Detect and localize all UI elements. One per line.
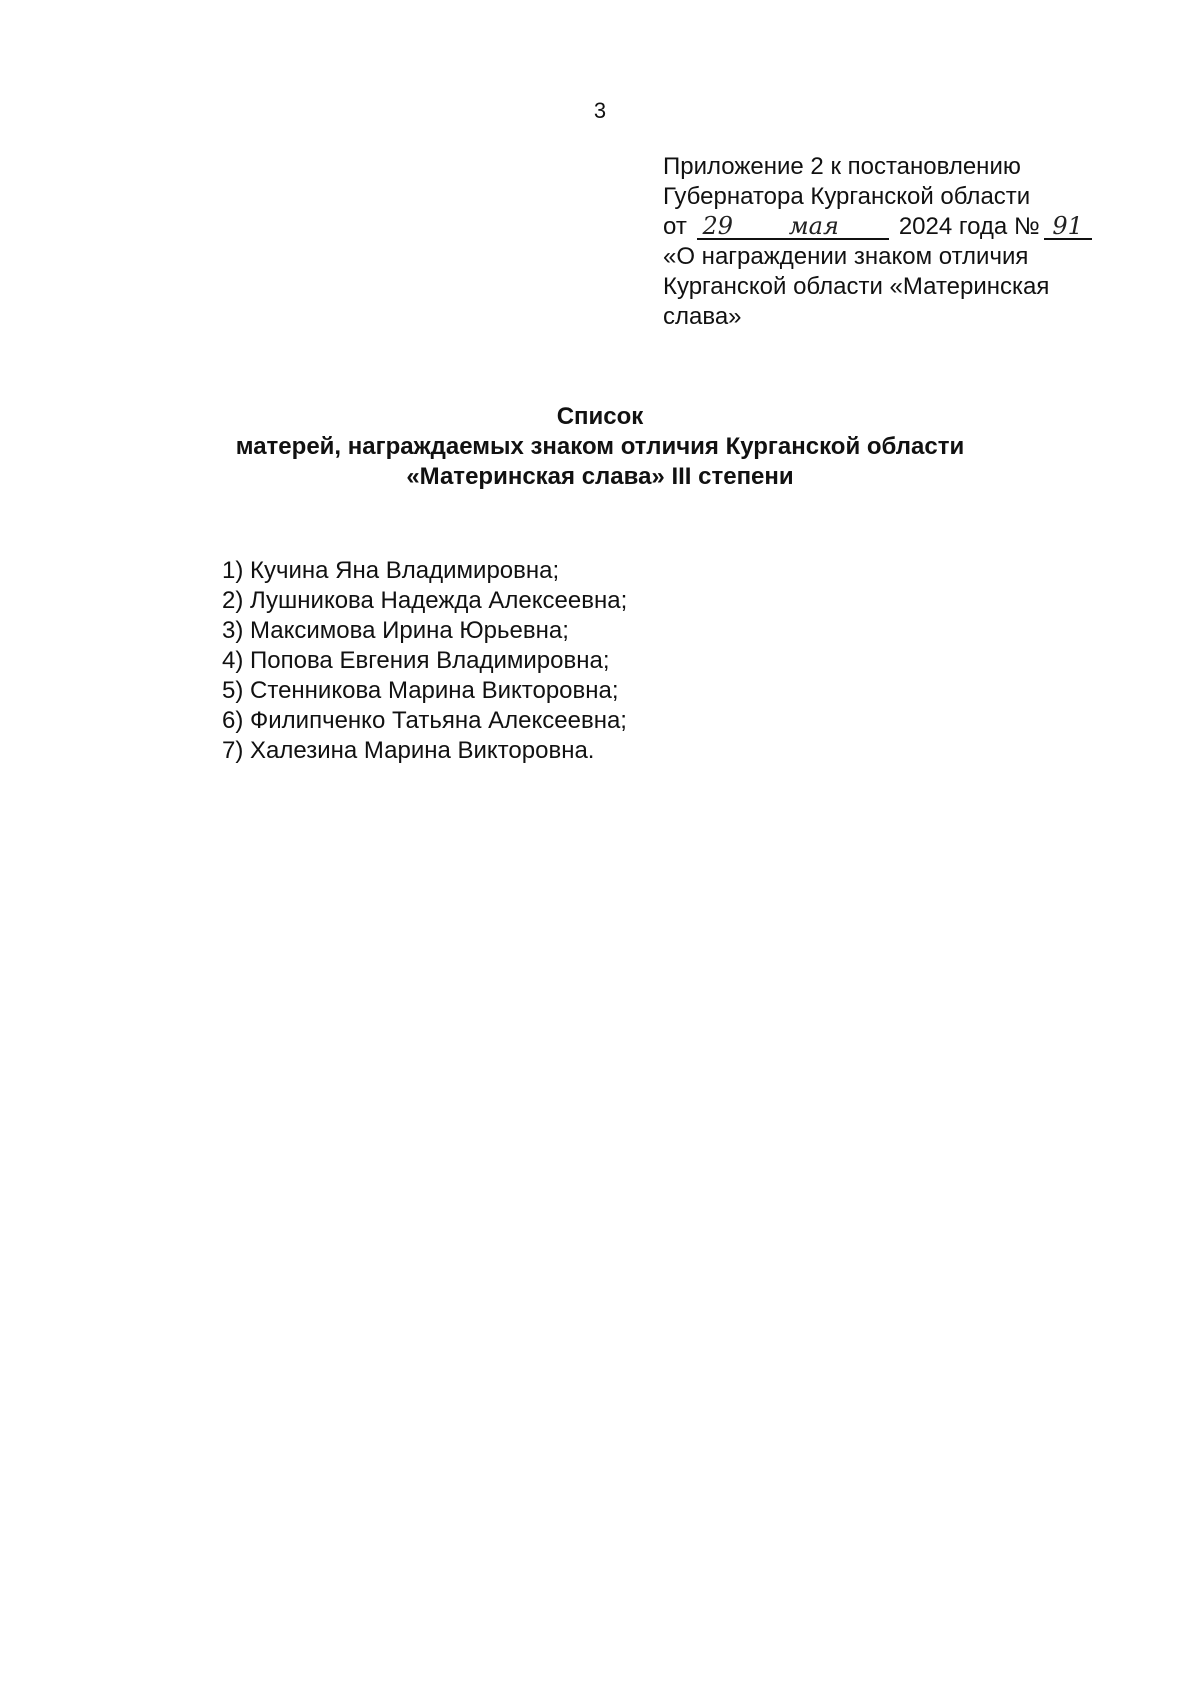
document-number-field [1044,212,1092,240]
list-item: 4) Попова Евгения Владимировна; [222,647,610,674]
appendix-line-2: Губернатора Курганской области [663,183,1031,210]
date-month-field [739,212,889,240]
appendix-header [663,152,1163,332]
list-item: 2) Лушникова Надежда Алексеевна; [222,587,628,614]
list-item: 6) Филипченко Татьяна Алексеевна; [222,707,627,734]
appendix-line-4: «О награждении знаком отличия [663,243,1029,270]
list-item: 7) Халезина Марина Викторовна. [222,737,595,764]
date-day-handwritten: 29 [702,212,734,240]
date-year: 2024 года № [898,213,1040,240]
page-number: 3 [593,98,607,123]
list-item: 5) Стенникова Марина Викторовна; [222,677,619,704]
date-day-field [697,212,739,240]
appendix-date-line [663,212,1163,242]
date-month-handwritten: мая [788,212,839,240]
list-item: 3) Максимова Ирина Юрьевна; [222,617,569,644]
names-list [222,556,627,766]
appendix-line-5: Курганской области «Материнская [663,273,1050,300]
title-line-3: «Материнская слава» III степени [406,463,794,490]
title-line-2: матерей, награждаемых знаком отличия Курганской области [235,433,965,460]
title-line-1: Список [556,403,644,430]
date-prefix: от [663,213,687,240]
list-item: 1) Кучина Яна Владимировна; [222,557,560,584]
appendix-line-6: слава» [663,303,742,330]
appendix-line-1: Приложение 2 к постановлению [663,153,1021,180]
document-number-handwritten: 91 [1052,212,1083,240]
document-title [0,402,1200,492]
